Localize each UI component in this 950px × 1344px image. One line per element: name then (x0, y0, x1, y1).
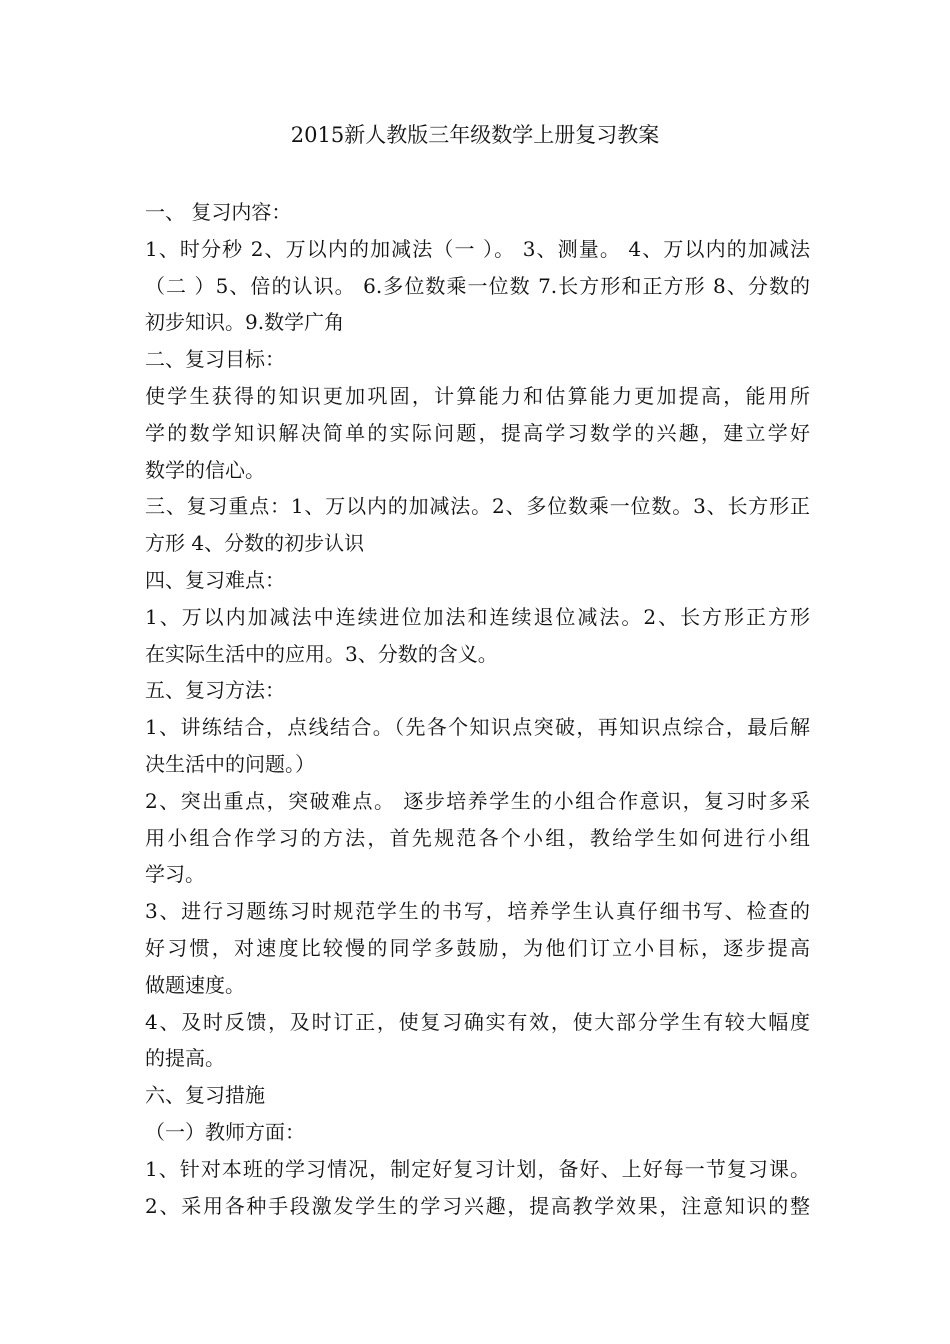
subsection-heading-teacher: （一）教师方面： (145, 1119, 305, 1144)
paragraph-line: 4、及时反馈，及时订正，使复习确实有效，使大部分学生有较大幅度 (145, 1009, 810, 1034)
paragraph-line: 2、突出重点，突破难点。 逐步培养学生的小组合作意识，复习时多采 (145, 788, 810, 813)
section-heading-measures: 六、复习措施 (145, 1083, 265, 1108)
paragraph-line: 使学生获得的知识更加巩固，计算能力和估算能力更加提高，能用所 (145, 383, 810, 408)
paragraph-line: （二 ）5、倍的认识。 6.多位数乘一位数 7.长方形和正方形 8、分数的 (145, 273, 810, 298)
paragraph-line: 决生活中的问题。） (145, 751, 315, 776)
section-heading-methods: 五、复习方法： (145, 678, 285, 703)
section-heading-difficulties: 四、复习难点： (145, 567, 285, 592)
paragraph-line: 在实际生活中的应用。3、分数的含义。 (145, 641, 498, 666)
section-heading-content: 一、 复习内容： (145, 200, 292, 224)
paragraph-line: 方形 4、分数的初步认识 (145, 531, 365, 556)
paragraph-line: 1、万以内加减法中连续进位加法和连续退位减法。2、长方形正方形 (145, 604, 810, 629)
paragraph-line: 初步知识。9.数学广角 (145, 310, 345, 335)
paragraph-line: 2、采用各种手段激发学生的学习兴趣，提高教学效果，注意知识的整 (145, 1193, 810, 1218)
paragraph-line: 的提高。 (145, 1046, 225, 1071)
paragraph-line: 用小组合作学习的方法，首先规范各个小组，教给学生如何进行小组 (145, 825, 810, 850)
section-heading-key-points: 三、复习重点：1、万以内的加减法。2、多位数乘一位数。3、长方形正 (145, 494, 810, 519)
paragraph-line: 学习。 (145, 862, 205, 887)
section-heading-goals: 二、复习目标： (145, 347, 285, 372)
document-title: 2015新人教版三年级数学上册复习教案 (290, 123, 660, 147)
paragraph-line: 好习惯，对速度比较慢的同学多鼓励，为他们订立小目标，逐步提高 (145, 935, 810, 960)
paragraph-line: 1、讲练结合，点线结合。（先各个知识点突破，再知识点综合，最后解 (145, 715, 810, 740)
paragraph-line: 1、针对本班的学习情况，制定好复习计划，备好、上好每一节复习课。 (145, 1156, 810, 1181)
paragraph-line: 3、进行习题练习时规范学生的书写，培养学生认真仔细书写、检查的 (145, 899, 810, 924)
paragraph-line: 1、时分秒 2、万以内的加减法（一 ）。 3、测量。 4、万以内的加减法 (145, 236, 810, 261)
paragraph-line: 做题速度。 (145, 972, 245, 997)
document-body (145, 194, 810, 1224)
paragraph-line: 学的数学知识解决简单的实际问题，提高学习数学的兴趣，建立学好 (145, 420, 810, 445)
paragraph-line: 数学的信心。 (145, 457, 265, 482)
